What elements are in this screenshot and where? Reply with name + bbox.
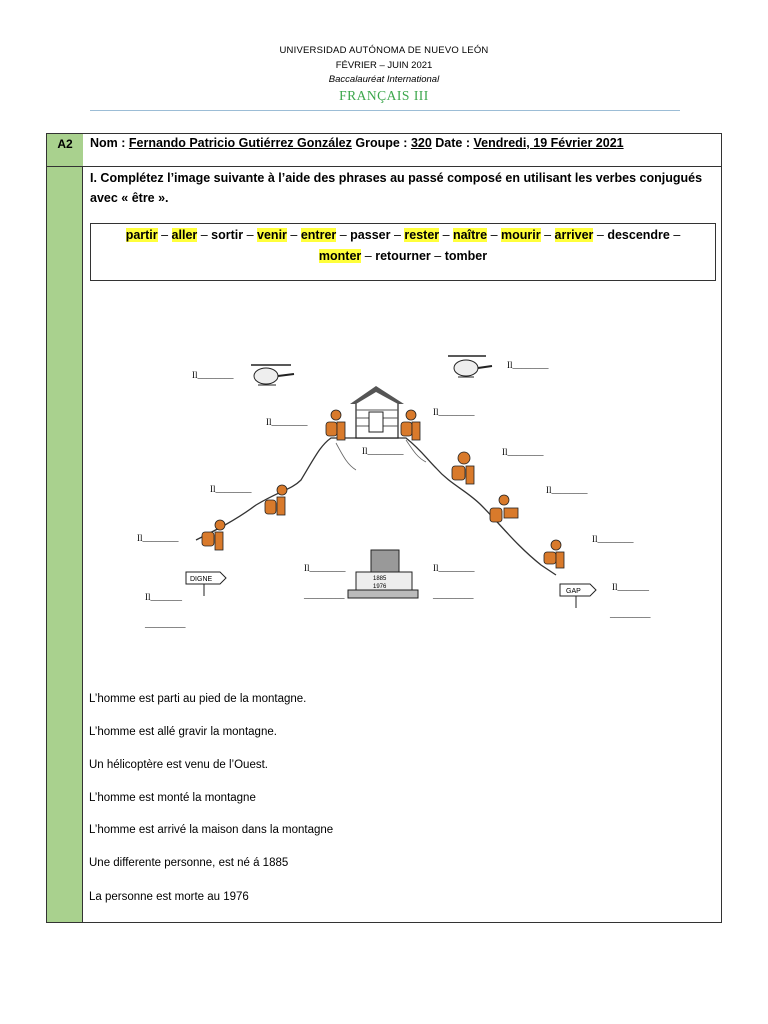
blank-label[interactable]: Il________ (507, 360, 549, 370)
header-period: FÉVRIER – JUIN 2021 (335, 60, 433, 71)
sentence-6: Une differente personne, est né á 1885 (89, 857, 289, 869)
sentence-4: L’homme est monté la montagne (89, 792, 256, 804)
blank-label[interactable]: _________ (433, 590, 474, 600)
blank-label[interactable]: Il________ (433, 563, 475, 573)
verb-separator: – (361, 249, 376, 263)
header-university: UNIVERSIDAD AUTÓNOMA DE NUEVO LEÓN (279, 45, 489, 56)
blank-label[interactable]: Il________ (502, 447, 544, 457)
sentence-3: Un hélicoptère est venu de l’Ouest. (89, 759, 268, 771)
header-program: Baccalauréat International (328, 74, 440, 85)
sentence-2: L’homme est allé gravir la montagne. (89, 726, 277, 738)
verb-separator: – (390, 228, 405, 242)
verb-separator: – (669, 228, 681, 242)
climber-icon (326, 410, 345, 440)
sign-digne-text: DIGNE (190, 576, 213, 583)
date-label: Date : (435, 136, 471, 150)
verb-line-2 (91, 246, 715, 267)
cell-label: A2 (47, 134, 83, 166)
groupe-value: 320 (410, 136, 432, 150)
date-value: Vendredi, 19 Février 2021 (473, 136, 624, 150)
sign-gap-text: GAP (566, 588, 581, 595)
verb-separator: – (439, 228, 454, 242)
blank-label[interactable]: Il________ (192, 370, 234, 380)
blank-label[interactable]: Il________ (592, 534, 634, 544)
blank-label[interactable]: Il_______ (612, 582, 649, 592)
climber-icon (490, 495, 518, 522)
verb-line-1 (91, 225, 715, 246)
verb-box (90, 223, 716, 281)
blank-label[interactable]: _________ (610, 609, 651, 619)
blank-label[interactable]: Il________ (210, 484, 252, 494)
row-divider (47, 166, 721, 167)
blank-label[interactable]: Il________ (362, 446, 404, 456)
blank-label[interactable]: _________ (145, 619, 186, 629)
verb-separator: – (487, 228, 501, 242)
verb-passer: passer (350, 228, 391, 242)
verb-monter: monter (318, 249, 362, 263)
green-column (47, 134, 83, 922)
verb-separator: – (540, 228, 555, 242)
helicopter-icon (448, 356, 492, 377)
nom-label: Nom : (90, 136, 126, 150)
sign-gap-icon (560, 584, 596, 608)
verb-separator: – (336, 228, 351, 242)
sentence-7: La personne est morte au 1976 (89, 891, 249, 903)
verb-separator: – (286, 228, 301, 242)
climber-icon (265, 485, 287, 515)
blank-label[interactable]: Il________ (137, 533, 179, 543)
instruction-text: I. Complétez l’image suivante à l’aide des phrases au passé composé en utilisant les verbes conjugués avec « être ». (90, 171, 703, 205)
verb-arriver: arriver (554, 228, 594, 242)
tombstone-line-1: 1885 (373, 576, 387, 582)
verb-naître: naître (453, 228, 488, 242)
student-info-line (90, 136, 624, 150)
verb-partir: partir (125, 228, 158, 242)
hut-icon (350, 386, 404, 438)
tombstone-icon (348, 550, 418, 598)
blank-label[interactable]: Il________ (266, 417, 308, 427)
helicopter-icon (251, 365, 294, 385)
sign-digne-icon (186, 572, 226, 596)
header-rule (90, 110, 680, 111)
blank-label[interactable]: Il________ (304, 563, 346, 573)
verb-retourner: retourner (375, 249, 431, 263)
verb-rester: rester (404, 228, 440, 242)
header-course-title: FRANÇAIS III (339, 88, 429, 103)
climber-icon (202, 520, 225, 550)
verb-aller: aller (171, 228, 198, 242)
verb-descendre: descendre (607, 228, 670, 242)
verb-venir: venir (257, 228, 287, 242)
verb-separator: – (430, 249, 445, 263)
verb-separator: – (157, 228, 172, 242)
verb-entrer: entrer (300, 228, 337, 242)
verb-separator: – (243, 228, 258, 242)
climber-icon (401, 410, 420, 440)
tombstone-line-2: 1976 (373, 584, 387, 590)
blank-label[interactable]: _________ (304, 590, 345, 600)
verb-sortir: sortir (211, 228, 244, 242)
blank-label[interactable]: Il________ (433, 407, 475, 417)
sentence-1: L’homme est parti au pied de la montagne. (89, 693, 307, 705)
verb-separator: – (593, 228, 608, 242)
climber-icon (544, 540, 564, 568)
verb-separator: – (197, 228, 212, 242)
climber-icon (452, 452, 474, 484)
blank-label[interactable]: Il________ (546, 485, 588, 495)
verb-mourir: mourir (501, 228, 541, 242)
sentence-5: L’homme est arrivé la maison dans la montagne (89, 824, 334, 836)
blank-label[interactable]: Il_______ (145, 592, 182, 602)
verb-tomber: tomber (444, 249, 488, 263)
nom-value: Fernando Patricio Gutiérrez González (128, 136, 352, 150)
groupe-label: Groupe : (355, 136, 408, 150)
